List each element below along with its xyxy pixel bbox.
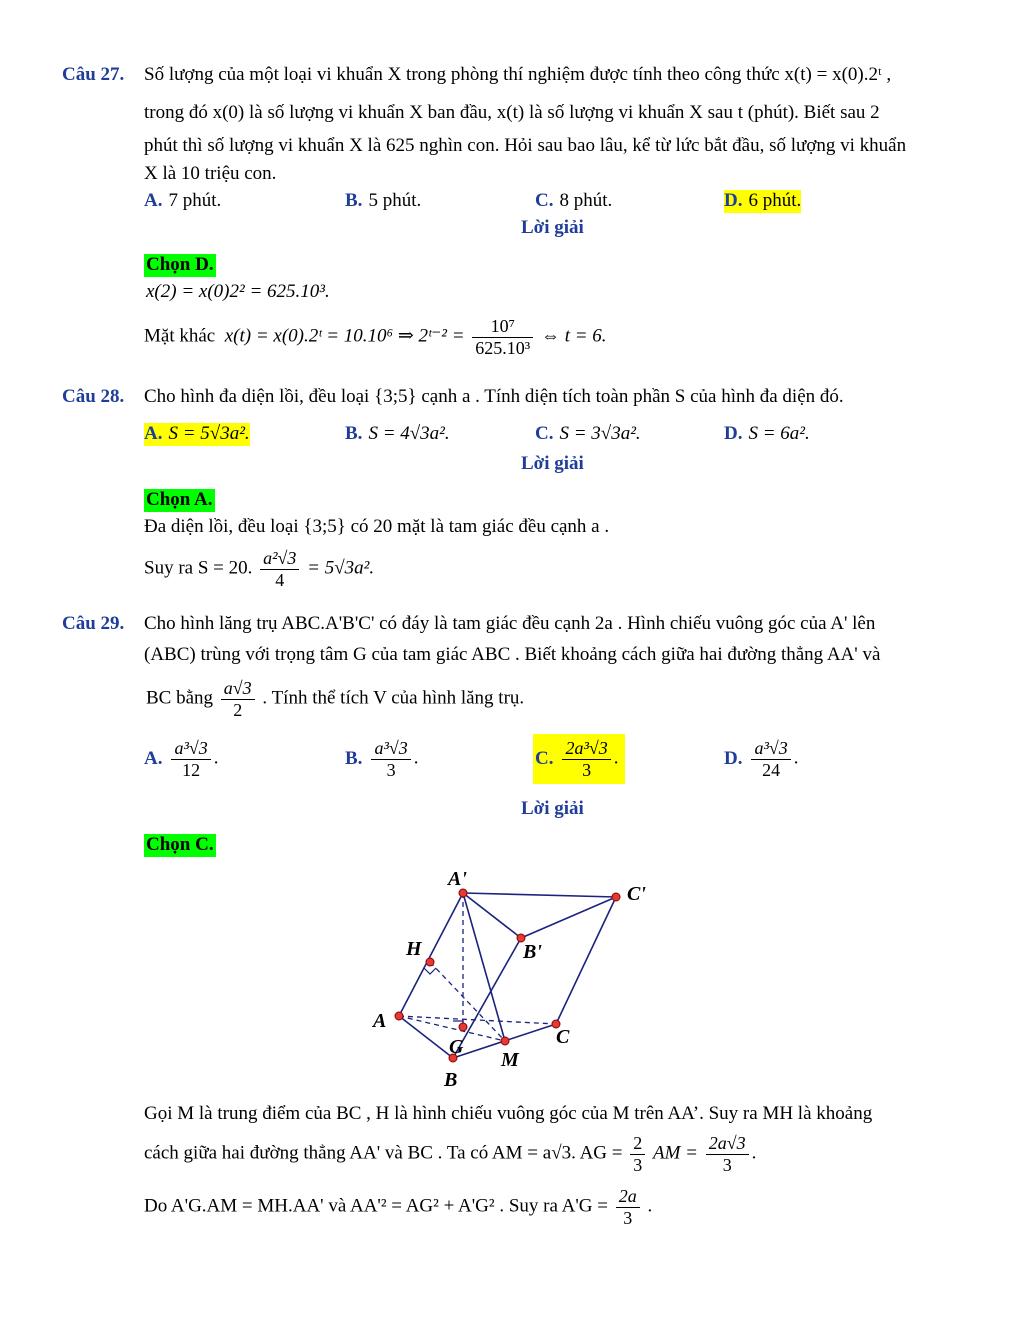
question-28-label: Câu 28.	[62, 386, 125, 407]
edge-A1C1	[463, 893, 616, 897]
point-A1	[459, 889, 467, 897]
q27-solution-title: Lời giải	[521, 217, 584, 238]
point-M	[501, 1037, 509, 1045]
q28-solution-line-2: Suy ra S = 20. $\frac{\text{a²√3}}{4}$ = 5√3a².	[144, 548, 375, 590]
q28-option-d[interactable]: D. S = 6a².	[724, 423, 810, 444]
question-27-line-4: X là 10 triệu con.	[144, 163, 277, 184]
label-B1: B'	[523, 941, 542, 963]
q29-option-c-correct[interactable]: C. $\frac{\text{2a³√3}}{3}$ .	[533, 734, 625, 784]
question-29-line-1: Cho hình lăng trụ ABC.A'B'C' có đáy là tam giác đều cạnh 2a . Hình chiếu vuông góc của A' lên	[144, 613, 876, 634]
q28-solution-title: Lời giải	[521, 453, 584, 474]
q29-choose-answer: Chọn C.	[146, 834, 214, 855]
q29-solution-title: Lời giải	[521, 798, 584, 819]
edge-C1C	[556, 897, 616, 1024]
label-A: A	[373, 1010, 387, 1032]
q27-option-a[interactable]: A. 7 phút.	[144, 190, 222, 211]
question-27-line-2: trong đó x(0) là số lượng vi khuẩn X ban đầu, x(t) là số lượng vi khuẩn X sau t (phút). Biết sau 2	[144, 102, 880, 123]
prism-figure	[360, 860, 680, 1100]
q27-option-d-correct[interactable]: D. 6 phút.	[724, 190, 802, 211]
q27-option-b[interactable]: B. 5 phút.	[345, 190, 422, 211]
segment-A1M	[463, 893, 505, 1041]
question-27-label: Câu 27.	[62, 64, 125, 85]
q29-solution-line-1: Gọi M là trung điểm của BC , H là hình chiếu vuông góc của M trên AA’. Suy ra MH là khoảng	[144, 1103, 873, 1124]
q28-option-c[interactable]: C. S = 3√3a².	[535, 423, 641, 444]
question-27-line-1: Số lượng của một loại vi khuẩn X trong phòng thí nghiệm được tính theo công thức x(t) = x(0).2ᵗ ,	[144, 64, 892, 85]
q27-option-c[interactable]: C. 8 phút.	[535, 190, 613, 211]
label-M: M	[501, 1049, 519, 1071]
point-A	[395, 1012, 403, 1020]
point-C1	[612, 893, 620, 901]
edge-B1C1	[521, 897, 616, 938]
q27-solution-line-2: Mặt khác x(t) = x(0).2ᵗ = 10.10⁶ ⇒ 2ᵗ⁻² = $\frac{\text{10⁷}}{\text{625.10³}}$ ⇔ t = 6.	[144, 316, 607, 358]
label-B: B	[444, 1069, 458, 1091]
q29-option-d[interactable]: D. $\frac{\text{a³√3}}{24}$ .	[724, 738, 799, 780]
point-G	[459, 1023, 467, 1031]
q28-solution-line-1: Đa diện lồi, đều loại {3;5} có 20 mặt là tam giác đều cạnh a .	[144, 516, 610, 537]
label-A1: A'	[448, 868, 467, 890]
q29-solution-line-2: cách giữa hai đường thẳng AA' và BC . Ta có AM = a√3. AG = $\frac{2}{3}$ AM = $\frac{2a√3}{3}$ .	[144, 1133, 757, 1175]
question-29-label: Câu 29.	[62, 613, 125, 634]
edge-AC-hidden	[399, 1016, 556, 1024]
question-28-line-1: Cho hình đa diện lồi, đều loại {3;5} cạnh a . Tính diện tích toàn phần S của hình đa diện đó.	[144, 386, 844, 407]
q28-choose-answer: Chọn A.	[146, 489, 213, 510]
label-H: H	[406, 938, 422, 960]
q27-solution-line-1: x(2) = x(0)2² = 625.10³.	[146, 281, 330, 302]
q28-option-a-correct[interactable]: A. S = 5√3a².	[144, 423, 250, 444]
label-C1: C'	[627, 883, 646, 905]
q29-option-b[interactable]: B. $\frac{\text{a³√3}}{3}$ .	[345, 738, 419, 780]
point-H	[426, 958, 434, 966]
label-C: C	[556, 1026, 570, 1048]
label-G: G	[449, 1036, 464, 1058]
q27-choose-answer: Chọn D.	[146, 254, 214, 275]
question-29-line-2: (ABC) trùng với trọng tâm G của tam giác ABC . Biết khoảng cách giữa hai đường thẳng AA' và	[144, 644, 881, 665]
q29-solution-line-3: Do A'G.AM = MH.AA' và AA'² = AG² + A'G² . Suy ra A'G = $\frac{2a}{3}$ .	[144, 1186, 653, 1228]
question-27-line-3: phút thì số lượng vi khuẩn X là 625 nghìn con. Hỏi sau bao lâu, kể từ lức bắt đầu, số lượng vi khuẩn	[144, 135, 907, 156]
q29-option-a[interactable]: A. $\frac{\text{a³√3}}{12}$ .	[144, 738, 219, 780]
q28-option-b[interactable]: B. S = 4√3a².	[345, 423, 450, 444]
question-29-line-3: BC bằng $\frac{a√3}{2}$ . Tính thể tích V của hình lăng trụ.	[146, 678, 525, 720]
edge-A1B1	[463, 893, 521, 938]
right-angle-H	[424, 968, 436, 974]
